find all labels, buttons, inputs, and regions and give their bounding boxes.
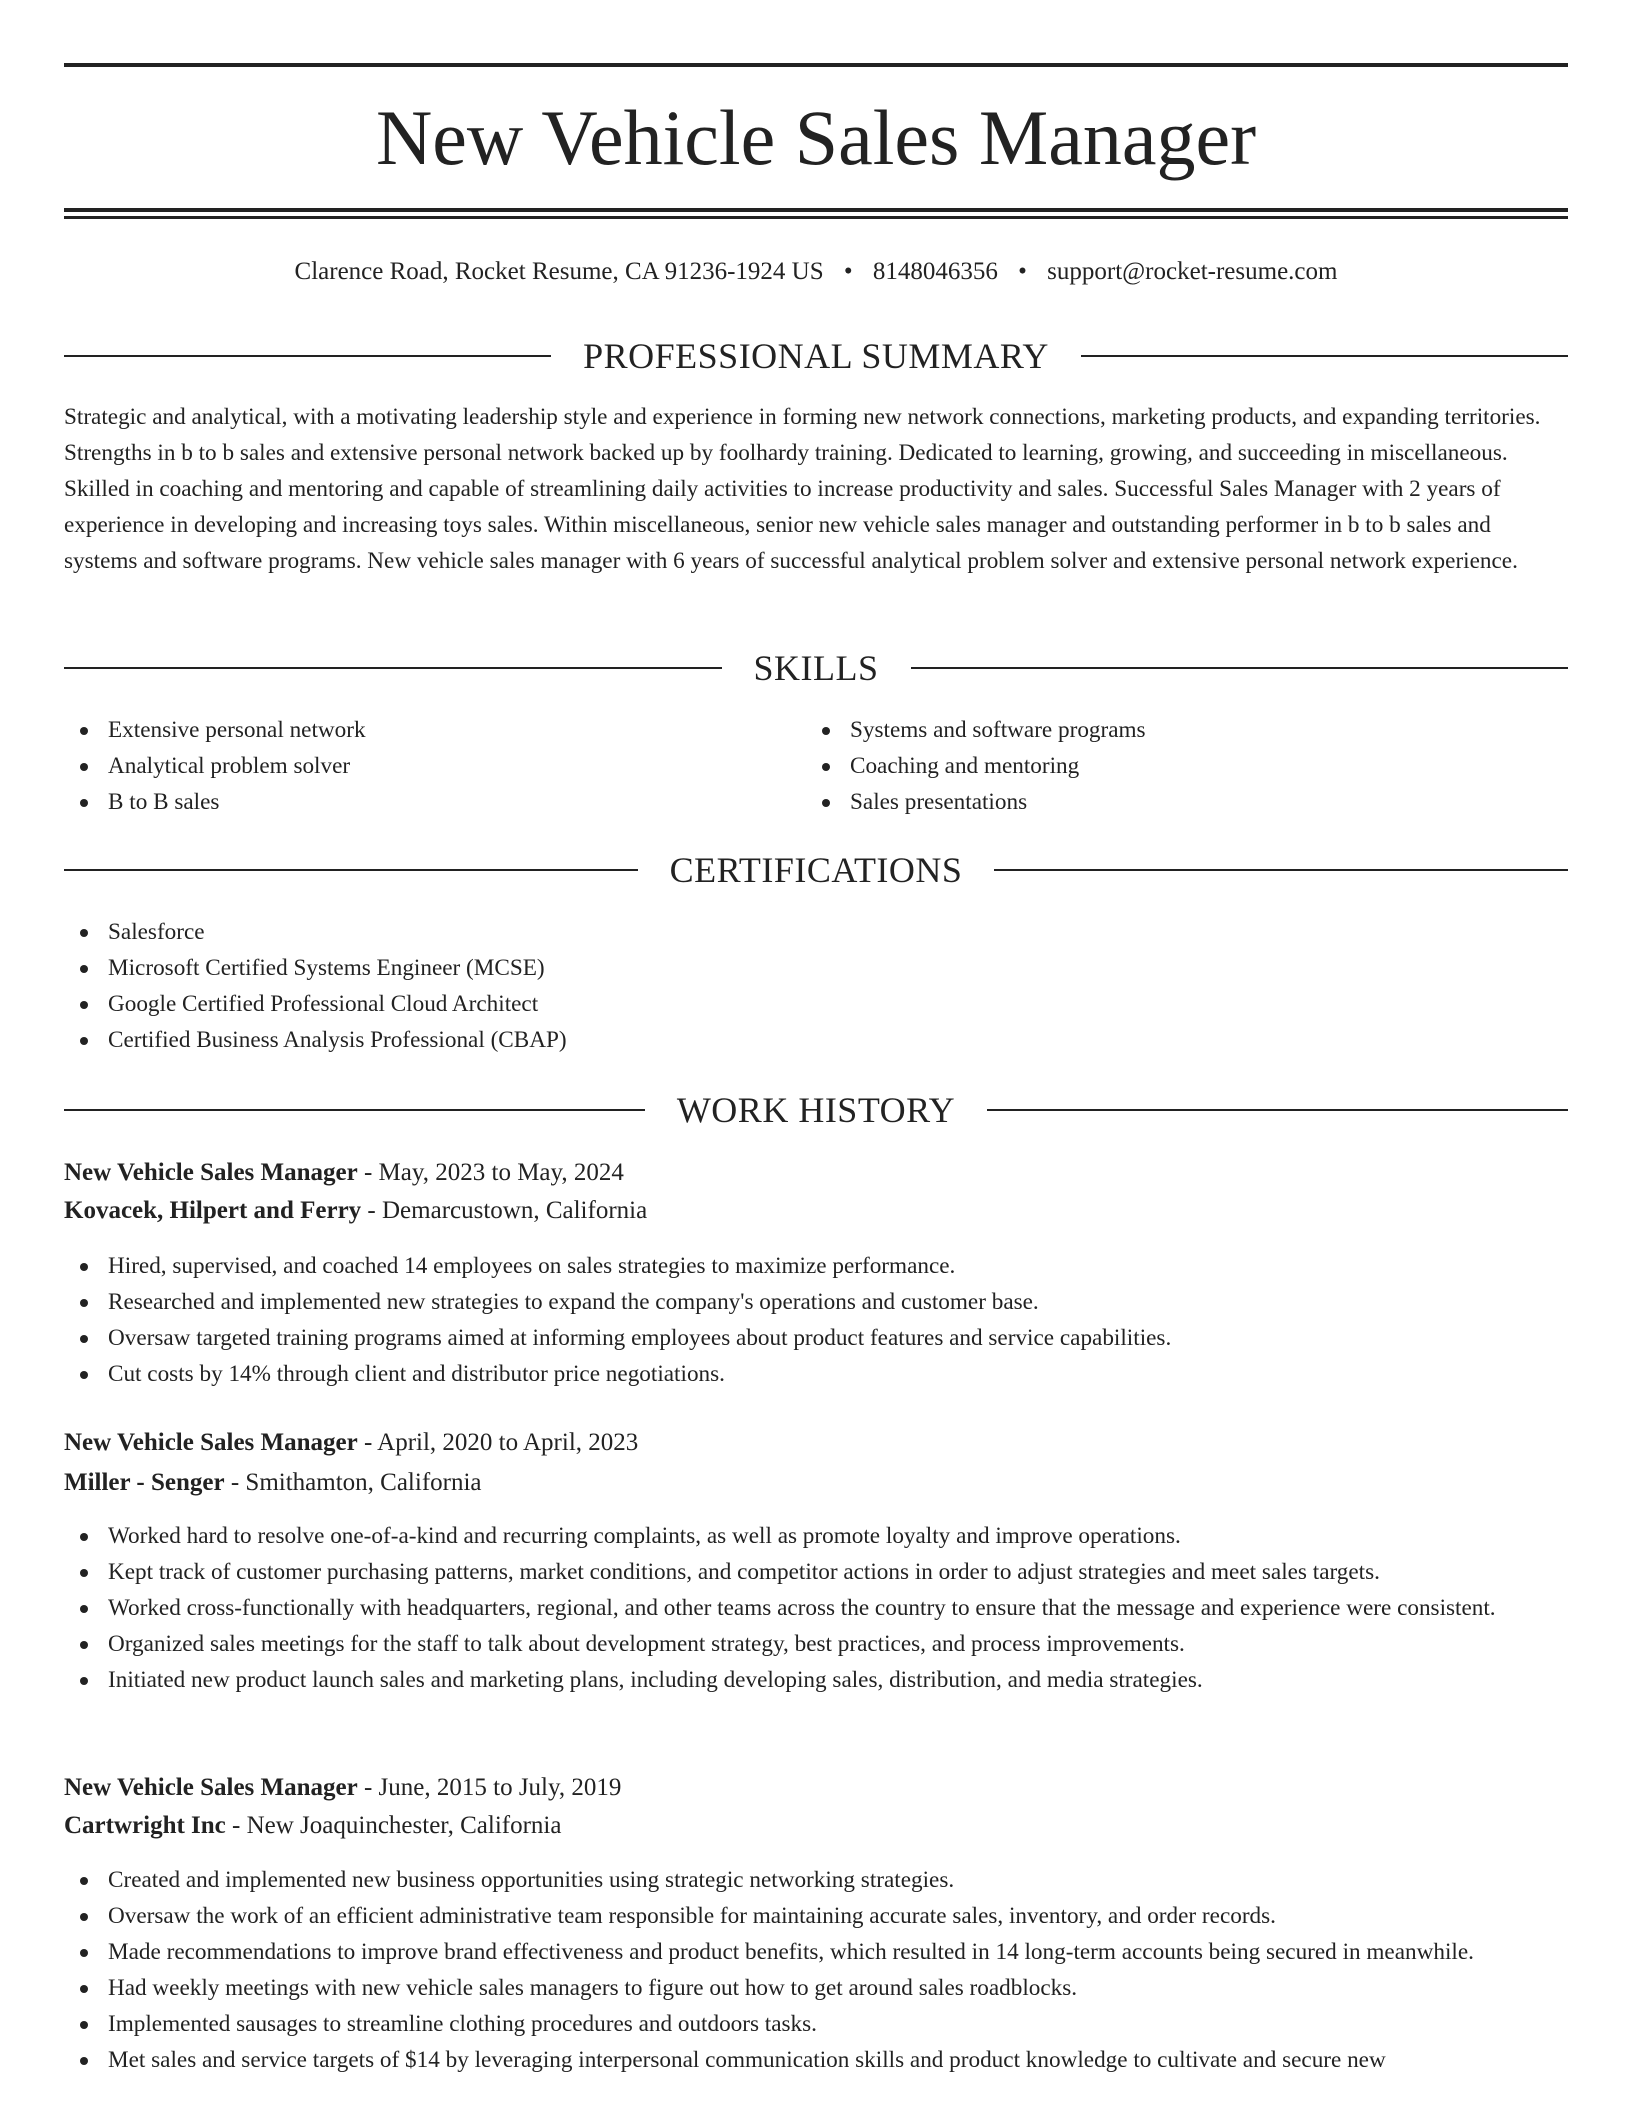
job-bullet: Hired, supervised, and coached 14 employees on sales strategies to maximize performance. — [64, 1248, 1568, 1284]
section-heading-skills — [64, 643, 1568, 693]
header-bottom-rule-double — [64, 216, 1568, 219]
section-rule — [1081, 355, 1568, 357]
section-heading-certifications — [64, 845, 1568, 895]
header-bottom-rule — [64, 208, 1568, 212]
skills-list-right — [806, 712, 1566, 820]
job-dates: - June, 2015 to July, 2019 — [357, 1774, 622, 1801]
skill-item: Coaching and mentoring — [806, 748, 1566, 784]
skill-item: B to B sales — [64, 784, 804, 820]
job-bullet: Oversaw the work of an efficient administrative team responsible for maintaining accurate sales, inventory, and order records. — [64, 1898, 1568, 1934]
section-rule — [64, 667, 722, 669]
header-top-rule — [64, 63, 1568, 67]
job-bullet: Kept track of customer purchasing patterns, market conditions, and competitor actions in order to adjust strategies and meet sales targets. — [64, 1554, 1568, 1590]
certification-item: Certified Business Analysis Professional (CBAP) — [64, 1022, 1568, 1058]
job-bullet: Created and implemented new business opportunities using strategic networking strategies. — [64, 1862, 1568, 1898]
job-bullets — [64, 1862, 1568, 2078]
section-heading-work-history — [64, 1085, 1568, 1135]
skills-list-left — [64, 712, 804, 820]
section-rule — [911, 667, 1569, 669]
job-company-line — [64, 1465, 1568, 1501]
certification-item: Google Certified Professional Cloud Architect — [64, 986, 1568, 1022]
certification-item: Microsoft Certified Systems Engineer (MCSE) — [64, 950, 1568, 986]
job-bullet: Made recommendations to improve brand effectiveness and product benefits, which resulted in 14 long-term accounts being secured in meanwhile. — [64, 1934, 1568, 1970]
job-bullet: Oversaw targeted training programs aimed at informing employees about product features and service capabilities. — [64, 1320, 1568, 1356]
job-location: - Smithamton, California — [224, 1469, 482, 1496]
job-title: New Vehicle Sales Manager — [64, 1159, 358, 1186]
job-dates: - May, 2023 to May, 2024 — [357, 1159, 624, 1186]
job-title-line — [64, 1770, 1568, 1806]
job-company: Cartwright Inc — [64, 1812, 226, 1839]
job-bullet: Researched and implemented new strategies to expand the company's operations and customer base. — [64, 1284, 1568, 1320]
skill-item: Systems and software programs — [806, 712, 1566, 748]
certification-item: Salesforce — [64, 914, 1568, 950]
job-bullet: Had weekly meetings with new vehicle sales managers to figure out how to get around sales roadblocks. — [64, 1970, 1568, 2006]
summary-text: Strategic and analytical, with a motivating leadership style and experience in forming new network connections, marketing products, and expanding territories. Strengths in b to b sales and extensive personal network backed up by foolhardy training. Dedicated to learning, growing, and succeeding in miscellaneous. Skilled in coaching and mentoring and capable of streamlining daily activities to increase productivity and sales. Successful Sales Manager with 2 years of experience in developing and increasing toys sales. Within miscellaneous, senior new vehicle sales manager and outstanding performer in b to b sales and systems and software programs. New vehicle sales manager with 6 years of successful analytical problem solver and extensive personal network experience. — [64, 404, 1541, 574]
section-rule — [994, 869, 1568, 871]
section-title: WORK HISTORY — [676, 1090, 956, 1130]
contact-address: Clarence Road, Rocket Resume, CA 91236-1924 US — [294, 258, 824, 285]
job-title: New Vehicle Sales Manager — [64, 1429, 358, 1456]
job-company-line — [64, 1193, 1568, 1229]
contact-separator: • — [1018, 258, 1027, 285]
section-title: CERTIFICATIONS — [669, 850, 963, 890]
job-dates: - April, 2020 to April, 2023 — [357, 1429, 639, 1456]
job-title-line — [64, 1425, 1568, 1461]
job-bullet: Worked cross-functionally with headquarters, regional, and other teams across the country to ensure that the message and experience were consistent. — [64, 1590, 1568, 1626]
skill-item: Analytical problem solver — [64, 748, 804, 784]
job-bullets — [64, 1248, 1568, 1392]
job-bullet: Implemented sausages to streamline clothing procedures and outdoors tasks. — [64, 2006, 1568, 2042]
contact-line — [64, 254, 1568, 290]
section-heading-summary — [64, 331, 1568, 381]
section-title: SKILLS — [753, 648, 879, 688]
job-bullet: Organized sales meetings for the staff to talk about development strategy, best practices, and process improvements. — [64, 1626, 1568, 1662]
contact-email: support@rocket-resume.com — [1047, 258, 1338, 285]
job-location: - Demarcustown, California — [361, 1197, 648, 1224]
job-location: - New Joaquinchester, California — [225, 1812, 562, 1839]
job-bullet: Met sales and service targets of $14 by leveraging interpersonal communication skills and product knowledge to cultivate and secure new — [64, 2042, 1568, 2078]
job-bullets — [64, 1518, 1568, 1698]
job-title: New Vehicle Sales Manager — [64, 1774, 358, 1801]
section-rule — [64, 1109, 645, 1111]
skill-item: Extensive personal network — [64, 712, 804, 748]
job-bullet: Initiated new product launch sales and marketing plans, including developing sales, distribution, and media strategies. — [64, 1662, 1568, 1698]
contact-phone: 8148046356 — [872, 258, 998, 285]
job-bullet: Cut costs by 14% through client and distributor price negotiations. — [64, 1356, 1568, 1392]
job-company: Miller - Senger — [64, 1469, 225, 1496]
certifications-list — [64, 914, 1568, 1058]
section-rule — [64, 869, 638, 871]
job-bullet: Worked hard to resolve one-of-a-kind and recurring complaints, as well as promote loyalty and improve operations. — [64, 1518, 1568, 1554]
section-rule — [987, 1109, 1568, 1111]
section-rule — [64, 355, 551, 357]
contact-separator: • — [843, 258, 853, 285]
job-company-line — [64, 1808, 1568, 1844]
job-title-line — [64, 1155, 1568, 1191]
job-company: Kovacek, Hilpert and Ferry — [64, 1197, 362, 1224]
skill-item: Sales presentations — [806, 784, 1566, 820]
resume-title: New Vehicle Sales Manager — [375, 94, 1257, 181]
section-title: PROFESSIONAL SUMMARY — [583, 336, 1049, 376]
